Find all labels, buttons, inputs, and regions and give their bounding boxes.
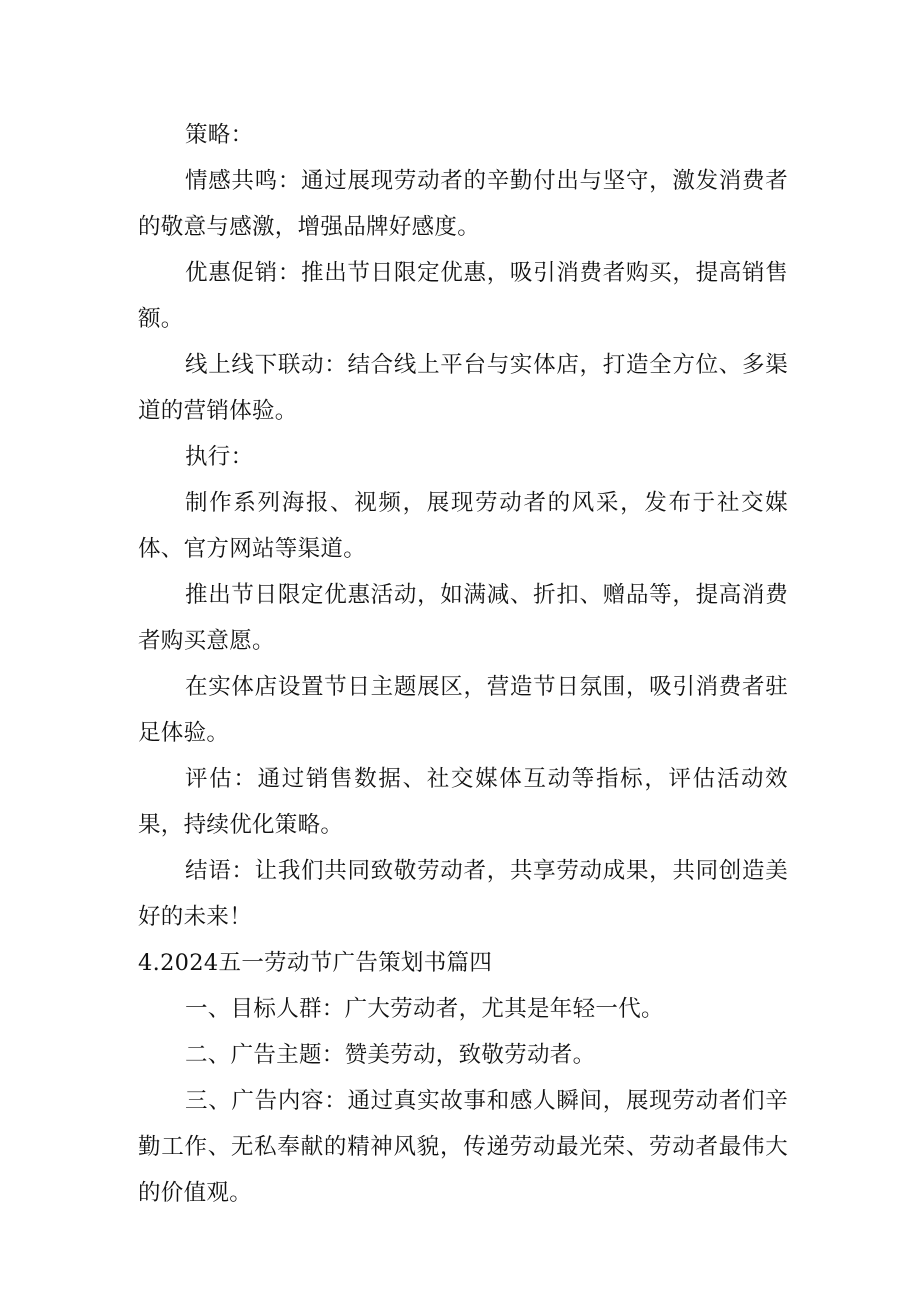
paragraph-conclusion: 结语：让我们共同致敬劳动者，共享劳动成果，共同创造美好的未来！ bbox=[138, 858, 788, 930]
paragraph-target-audience: 一、目标人群：广大劳动者，尤其是年轻一代。 bbox=[185, 996, 664, 1022]
document-body bbox=[138, 112, 788, 1216]
paragraph-evaluation: 评估：通过销售数据、社交媒体互动等指标，评估活动效果，持续优化策略。 bbox=[138, 766, 788, 838]
paragraph-promotion: 优惠促销：推出节日限定优惠，吸引消费者购买，提高销售额。 bbox=[138, 260, 788, 332]
paragraph-store-exhibit: 在实体店设置节日主题展区，营造节日氛围，吸引消费者驻足体验。 bbox=[138, 674, 788, 746]
paragraph-holiday-offers: 推出节日限定优惠活动，如满减、折扣、赠品等，提高消费者购买意愿。 bbox=[138, 582, 788, 654]
paragraph-ad-content: 三、广告内容：通过真实故事和感人瞬间，展现劳动者们辛勤工作、无私奉献的精神风貌，传递劳动最光荣、劳动者最伟大的价值观。 bbox=[138, 1088, 788, 1206]
section-heading: 4.2024五一劳动节广告策划书篇四 bbox=[138, 950, 493, 976]
paragraph-ad-theme: 二、广告主题：赞美劳动，致敬劳动者。 bbox=[185, 1042, 596, 1068]
paragraph-emotional-resonance: 情感共鸣：通过展现劳动者的辛勤付出与坚守，激发消费者的敬意与感激，增强品牌好感度。 bbox=[138, 168, 788, 240]
paragraph-execution-label: 执行： bbox=[185, 444, 254, 470]
paragraph-posters-videos: 制作系列海报、视频，展现劳动者的风采，发布于社交媒体、官方网站等渠道。 bbox=[138, 490, 788, 562]
paragraph-strategy-label: 策略： bbox=[185, 122, 254, 148]
paragraph-online-offline: 线上线下联动：结合线上平台与实体店，打造全方位、多渠道的营销体验。 bbox=[138, 352, 788, 424]
